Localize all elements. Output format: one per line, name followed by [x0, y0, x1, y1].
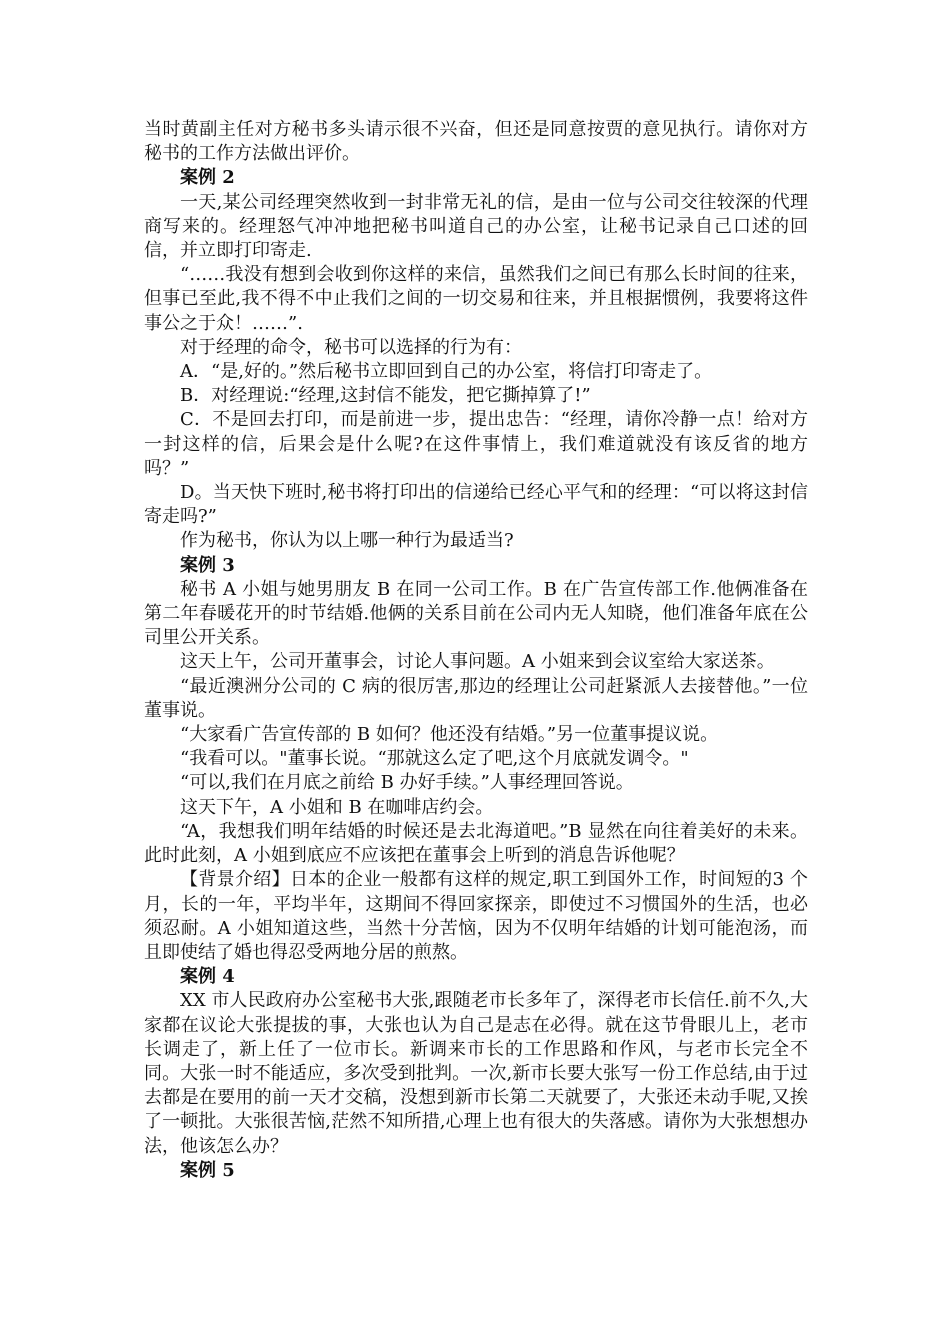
body-paragraph: 一天,某公司经理突然收到一封非常无礼的信，是由一位与公司交往较深的代理商写来的。经理怒气冲冲地把秘书叫道自己的办公室，让秘书记录自己口述的回信，并立即打印寄走. [144, 191, 808, 262]
case-heading: 案例 5 [180, 1159, 235, 1181]
option-paragraph: D。当天快下班时,秘书将打印出的信递给已经心平气和的经理：“可以将这封信寄走吗?” [144, 482, 808, 528]
background-paragraph: 【背景介绍】日本的企业一般都有这样的规定,职工到国外工作，时间短的3 个月，长的一年，平均半年，这期间不得回家探亲，即使过不习惯国外的生活，也必须忍耐。A 小姐知道这些，当然十分苦恼，因为不仅明年结婚的计划可能泡汤，而且即使结了婚也得忍受两地分居的煎熬。 [144, 869, 808, 963]
dialogue-paragraph: “A，我想我们明年结婚的时候还是去北海道吧。”B 显然在向往着美好的未来。此时此刻，A 小姐到底应不应该把在董事会上听到的消息告诉他呢？ [144, 820, 808, 867]
option-paragraph: C．不是回去打印，而是前进一步，提出忠告：“经理，请你冷静一点！给对方一封这样的信，后果会是什么呢?在这件事情上，我们难道就没有该反省的地方吗？” [144, 409, 808, 479]
body-paragraph: 这天上午，公司开董事会，讨论人事问题。A 小姐来到会议室给大家送茶。 [180, 651, 775, 673]
case-heading: 案例 3 [180, 554, 235, 576]
document-page [144, 118, 808, 1183]
dialogue-paragraph: “可以,我们在月底之前给 B 办好手续。”人事经理回答说。 [180, 772, 634, 794]
body-paragraph: 当时黄副主任对方秘书多头请示很不兴奋，但还是同意按贾的意见执行。请你对方秘书的工作方法做出评价。 [144, 119, 808, 165]
question-paragraph: 作为秘书，你认为以上哪一种行为最适当? [180, 530, 514, 552]
body-paragraph: 秘书 A 小姐与她男朋友 B 在同一公司工作。B 在广告宣传部工作.他俩准备在第二年春暖花开的时节结婚.他俩的关系目前在公司内无人知晓，他们准备年底在公司里公开关系。 [144, 578, 808, 649]
option-paragraph: B．对经理说:“经理,这封信不能发，把它撕掉算了!” [180, 385, 591, 407]
option-paragraph: A．“是,好的。”然后秘书立即回到自己的办公室，将信打印寄走了。 [180, 361, 713, 383]
body-paragraph: 这天下午，A 小姐和 B 在咖啡店约会。 [180, 796, 494, 818]
case-heading: 案例 2 [180, 167, 235, 189]
dialogue-paragraph: “我看可以。"董事长说。“那就这么定了吧,这个月底就发调令。" [180, 748, 689, 770]
body-paragraph: XX 市人民政府办公室秘书大张,跟随老市长多年了，深得老市长信任.前不久,大家都在议论大张提拔的事，大张也认为自己是志在必得。就在这节骨眼儿上，老市长调走了，新上任了一位市长。新调来市长的工作思路和作风，与老市长完全不同。大张一时不能适应，多次受到批判。一次,新市长要大张写一份工作总结,由于过去都是在要用的前一天才交稿，没想到新市长第二天就要了，大张还未动手呢,又挨了一顿批。大张很苦恼,茫然不知所措,心理上也有很大的失落感。请你为大张想想办法，他该怎么办？ [144, 990, 808, 1157]
case-heading: 案例 4 [180, 966, 235, 988]
dialogue-paragraph: “大家看广告宣传部的 B 如何？他还没有结婚。”另一位董事提议说。 [180, 724, 719, 746]
dialogue-paragraph: “最近澳洲分公司的 C 病的很厉害,那边的经理让公司赶紧派人去接替他。”一位董事说。 [144, 675, 808, 721]
body-paragraph: “……我没有想到会收到你这样的来信，虽然我们之间已有那么长时间的往来，但事已至此,我不得不中止我们之间的一切交易和往来，并且根据惯例，我要将这件事公之于众！……”. [144, 264, 808, 334]
body-paragraph: 对于经理的命令，秘书可以选择的行为有： [180, 336, 522, 358]
